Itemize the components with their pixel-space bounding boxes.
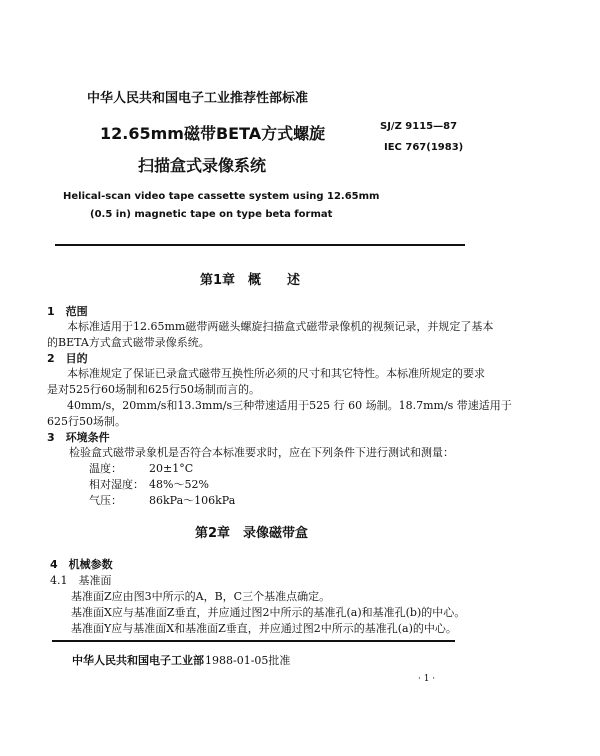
section-4-heading: 4 机械参数 <box>50 558 113 571</box>
chapter-2-title: 第2章 录像磁带盒 <box>195 526 309 541</box>
iec-code: IEC 767(1983) <box>384 142 464 153</box>
condition-label: 气压： <box>89 494 122 507</box>
title-line-2: 扫描盒式录像系统 <box>138 156 267 175</box>
condition-value: 48%～52% <box>149 478 209 491</box>
condition-value: 86kPa～106kPa <box>149 494 236 507</box>
subsection-heading: 4.1 基准面 <box>50 574 112 587</box>
footer-org: 中华人民共和国电子工业部 <box>72 654 204 667</box>
paragraph: 本标准规定了保证已录盒式磁带互换性所必须的尺寸和其它特性。本标准所规定的要求 <box>67 367 485 380</box>
paragraph: 是对525行60场制和625行50场制而言的。 <box>47 383 260 396</box>
chapter-1-title: 第1章 概 述 <box>200 273 301 288</box>
divider <box>55 244 465 246</box>
paragraph: 基准面Y应与基准面X和基准面Z垂直，并应通过图2中所示的基准孔(a)的中心。 <box>71 622 457 635</box>
condition-label: 相对湿度： <box>89 478 144 491</box>
paragraph: 检验盒式磁带录象机是否符合本标准要求时，应在下列条件下进行测试和测量： <box>69 446 454 459</box>
page-number: · 1 · <box>418 674 436 684</box>
paragraph: 的BETA方式盒式磁带录像系统。 <box>47 336 210 349</box>
paragraph: 基准面Z应由图3中所示的A，B，C三个基准点确定。 <box>71 590 331 603</box>
issuing-org: 中华人民共和国电子工业推荐性部标准 <box>87 91 309 106</box>
approval-date: 1988-01-05批准 <box>205 654 291 667</box>
condition-label: 温度： <box>89 462 122 475</box>
title-line-1: 12.65mm磁带BETA方式螺旋 <box>100 124 326 143</box>
paragraph: 40mm/s，20mm/s和13.3mm/s三种带速适用于525 行 60 场制。18.7mm/s 带速适用于 <box>67 399 512 412</box>
footer-divider <box>52 640 455 642</box>
paragraph: 本标准适用于12.65mm磁带两磁头螺旋扫描盒式磁带录像机的视频记录，并规定了基本 <box>67 320 494 333</box>
section-2-heading: 2 目的 <box>47 352 88 365</box>
english-title-1: Helical-scan video tape cassette system using 12.65mm <box>63 191 380 202</box>
paragraph: 625行50场制。 <box>47 415 126 428</box>
section-1-heading: 1 范围 <box>47 305 88 318</box>
condition-value: 20±1°C <box>149 462 194 475</box>
standard-code: SJ/Z 9115—87 <box>380 121 458 132</box>
paragraph: 基准面X应与基准面Z垂直，并应通过图2中所示的基准孔(a)和基准孔(b)的中心。 <box>71 606 466 619</box>
section-3-heading: 3 环境条件 <box>47 431 110 444</box>
english-title-2: (0.5 in) magnetic tape on type beta format <box>90 209 333 220</box>
